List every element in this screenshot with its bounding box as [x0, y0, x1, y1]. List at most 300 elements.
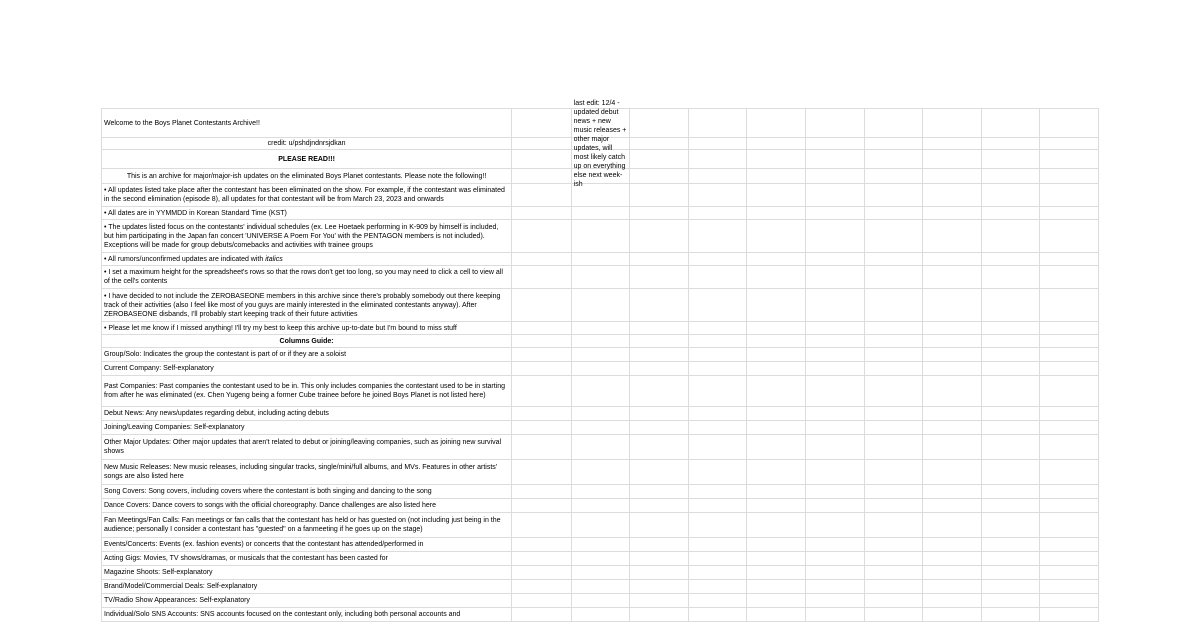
sheet-cell[interactable]	[571, 538, 630, 552]
sheet-cell[interactable]	[688, 266, 747, 289]
sheet-cell[interactable]	[512, 253, 572, 266]
sheet-cell[interactable]	[747, 138, 806, 150]
sheet-cell[interactable]	[512, 266, 572, 289]
sheet-cell[interactable]	[688, 594, 747, 608]
sheet-cell[interactable]	[981, 220, 1040, 253]
sheet-cell[interactable]	[1040, 335, 1099, 348]
sheet-cell[interactable]	[512, 207, 572, 220]
note-cell[interactable]: • I have decided to not include the ZEROBASEONE members in this archive since there's probably somebody out there keeping track of their activities (also I feel like most of you guys are mainly interested in the eliminated contestants anyway). After ZEROBASEONE disbands, I'll probably start keeping track of their future activities	[102, 289, 512, 322]
sheet-cell[interactable]	[805, 407, 864, 421]
sheet-cell[interactable]	[688, 335, 747, 348]
sheet-cell[interactable]	[747, 499, 806, 513]
sheet-cell[interactable]	[981, 538, 1040, 552]
sheet-cell[interactable]	[512, 513, 572, 538]
columns-guide-item[interactable]: Individual/Solo SNS Accounts: SNS accounts focused on the contestant only, including both personal accounts and	[102, 608, 512, 622]
sheet-cell[interactable]	[512, 538, 572, 552]
sheet-cell[interactable]	[688, 580, 747, 594]
sheet-cell[interactable]	[747, 552, 806, 566]
sheet-cell[interactable]	[923, 538, 982, 552]
note-cell[interactable]: • All dates are in YYMMDD in Korean Standard Time (KST)	[102, 207, 512, 220]
sheet-cell[interactable]	[630, 594, 689, 608]
sheet-cell[interactable]	[1040, 138, 1099, 150]
sheet-cell[interactable]	[630, 552, 689, 566]
sheet-cell[interactable]	[571, 335, 630, 348]
sheet-cell[interactable]	[981, 435, 1040, 460]
sheet-cell[interactable]	[923, 322, 982, 335]
sheet-cell[interactable]	[630, 150, 689, 169]
sheet-cell[interactable]	[805, 552, 864, 566]
sheet-cell[interactable]	[864, 348, 923, 362]
sheet-cell[interactable]	[923, 566, 982, 580]
sheet-cell[interactable]	[981, 594, 1040, 608]
please-read-heading[interactable]: PLEASE READ!!!	[102, 150, 512, 169]
sheet-cell[interactable]	[747, 362, 806, 376]
sheet-cell[interactable]	[864, 220, 923, 253]
sheet-cell[interactable]	[923, 407, 982, 421]
sheet-cell[interactable]	[630, 207, 689, 220]
sheet-cell[interactable]	[630, 348, 689, 362]
sheet-cell[interactable]	[981, 335, 1040, 348]
sheet-cell[interactable]	[923, 220, 982, 253]
sheet-cell[interactable]	[981, 376, 1040, 407]
sheet-cell[interactable]	[981, 253, 1040, 266]
sheet-cell[interactable]	[864, 109, 923, 138]
sheet-cell[interactable]	[571, 499, 630, 513]
sheet-cell[interactable]	[1040, 207, 1099, 220]
sheet-cell[interactable]	[630, 253, 689, 266]
sheet-cell[interactable]	[512, 552, 572, 566]
sheet-cell[interactable]	[923, 109, 982, 138]
sheet-cell[interactable]	[688, 322, 747, 335]
sheet-cell[interactable]	[981, 169, 1040, 184]
sheet-cell[interactable]	[864, 435, 923, 460]
sheet-cell[interactable]	[747, 513, 806, 538]
sheet-cell[interactable]	[864, 608, 923, 622]
sheet-cell[interactable]	[747, 566, 806, 580]
sheet-cell[interactable]	[630, 362, 689, 376]
columns-guide-item[interactable]: Past Companies: Past companies the contestant used to be in. This only includes companies the contestant used to be in starting from after he was eliminated (ex. Chen Yugeng being a former Cube trainee before he joined Boys Planet is not listed here)	[102, 376, 512, 407]
sheet-cell[interactable]	[512, 376, 572, 407]
sheet-cell[interactable]	[512, 348, 572, 362]
sheet-cell[interactable]	[864, 289, 923, 322]
sheet-cell[interactable]	[981, 207, 1040, 220]
columns-guide-item[interactable]: Group/Solo: Indicates the group the contestant is part of or if they are a soloist	[102, 348, 512, 362]
sheet-cell[interactable]	[805, 335, 864, 348]
last-edit-cell[interactable]	[571, 99, 630, 188]
sheet-cell[interactable]	[688, 376, 747, 407]
sheet-cell[interactable]	[688, 289, 747, 322]
note-cell[interactable]: • The updates listed focus on the contestants' individual schedules (ex. Lee Hoetaek performing in K-909 by himself is included, but him participating in the Japan fan concert 'UNIVERSE A Poem For You' with the PENTAGON members is not included). Exceptions will be made for group debuts/comebacks and activities with trainee groups	[102, 220, 512, 253]
sheet-cell[interactable]	[864, 485, 923, 499]
sheet-cell[interactable]	[630, 266, 689, 289]
sheet-cell[interactable]	[747, 435, 806, 460]
sheet-cell[interactable]	[747, 184, 806, 207]
sheet-cell[interactable]	[864, 594, 923, 608]
sheet-cell[interactable]	[747, 580, 806, 594]
sheet-cell[interactable]	[981, 499, 1040, 513]
intro-text[interactable]: This is an archive for major/major-ish updates on the eliminated Boys Planet contestants. Please note the following!!	[102, 169, 512, 184]
sheet-cell[interactable]	[1040, 362, 1099, 376]
sheet-cell[interactable]	[512, 289, 572, 322]
sheet-cell[interactable]	[805, 322, 864, 335]
sheet-cell[interactable]	[630, 566, 689, 580]
sheet-cell[interactable]	[923, 499, 982, 513]
sheet-cell[interactable]	[688, 207, 747, 220]
sheet-cell[interactable]	[630, 485, 689, 499]
sheet-cell[interactable]	[805, 608, 864, 622]
note-cell[interactable]	[102, 253, 512, 266]
sheet-cell[interactable]	[805, 289, 864, 322]
note-cell[interactable]: • I set a maximum height for the spreadsheet's rows so that the rows don't get too long, so you may need to click a cell to view all of the cell's contents	[102, 266, 512, 289]
columns-guide-item[interactable]: Brand/Model/Commercial Deals: Self-explanatory	[102, 580, 512, 594]
sheet-cell[interactable]	[1040, 435, 1099, 460]
sheet-cell[interactable]	[981, 513, 1040, 538]
sheet-cell[interactable]	[923, 150, 982, 169]
sheet-cell[interactable]	[571, 435, 630, 460]
sheet-cell[interactable]	[923, 594, 982, 608]
sheet-cell[interactable]	[571, 460, 630, 485]
sheet-cell[interactable]	[981, 348, 1040, 362]
sheet-cell[interactable]	[688, 460, 747, 485]
sheet-cell[interactable]	[688, 499, 747, 513]
sheet-cell[interactable]	[688, 435, 747, 460]
sheet-cell[interactable]	[688, 608, 747, 622]
sheet-cell[interactable]	[1040, 376, 1099, 407]
sheet-cell[interactable]	[688, 485, 747, 499]
sheet-cell[interactable]	[981, 362, 1040, 376]
sheet-cell[interactable]	[1040, 460, 1099, 485]
sheet-cell[interactable]	[688, 184, 747, 207]
sheet-cell[interactable]	[864, 322, 923, 335]
sheet-cell[interactable]	[747, 538, 806, 552]
sheet-cell[interactable]	[864, 207, 923, 220]
sheet-cell[interactable]	[1040, 608, 1099, 622]
sheet-cell[interactable]	[747, 322, 806, 335]
sheet-cell[interactable]	[805, 348, 864, 362]
sheet-cell[interactable]	[864, 253, 923, 266]
sheet-cell[interactable]	[981, 150, 1040, 169]
sheet-cell[interactable]	[512, 109, 572, 138]
sheet-cell[interactable]	[747, 348, 806, 362]
sheet-cell[interactable]	[981, 608, 1040, 622]
sheet-cell[interactable]	[747, 407, 806, 421]
sheet-cell[interactable]	[688, 150, 747, 169]
sheet-cell[interactable]	[923, 552, 982, 566]
sheet-cell[interactable]	[571, 513, 630, 538]
sheet-cell[interactable]	[864, 169, 923, 184]
sheet-cell[interactable]	[512, 407, 572, 421]
sheet-cell[interactable]	[1040, 485, 1099, 499]
sheet-cell[interactable]	[1040, 552, 1099, 566]
columns-guide-item[interactable]: Events/Concerts: Events (ex. fashion events) or concerts that the contestant has attended/performed in	[102, 538, 512, 552]
sheet-cell[interactable]	[630, 608, 689, 622]
sheet-cell[interactable]	[747, 608, 806, 622]
sheet-cell[interactable]	[1040, 594, 1099, 608]
sheet-cell[interactable]	[864, 538, 923, 552]
sheet-cell[interactable]	[805, 460, 864, 485]
columns-guide-item[interactable]: Fan Meetings/Fan Calls: Fan meetings or fan calls that the contestant has held or has guested on (not including just being in the audience; personally I consider a contestant has "guested" on a fanmeeting if he goes up on the stage)	[102, 513, 512, 538]
sheet-cell[interactable]	[923, 289, 982, 322]
sheet-cell[interactable]	[571, 266, 630, 289]
sheet-cell[interactable]	[512, 220, 572, 253]
sheet-cell[interactable]	[747, 109, 806, 138]
columns-guide-title[interactable]: Columns Guide:	[102, 335, 512, 348]
sheet-cell[interactable]	[864, 421, 923, 435]
columns-guide-item[interactable]: Acting Gigs: Movies, TV shows/dramas, or musicals that the contestant has been casted for	[102, 552, 512, 566]
sheet-cell[interactable]	[747, 485, 806, 499]
sheet-cell[interactable]	[571, 421, 630, 435]
sheet-cell[interactable]	[1040, 266, 1099, 289]
sheet-cell[interactable]	[688, 421, 747, 435]
sheet-cell[interactable]	[805, 513, 864, 538]
sheet-cell[interactable]	[805, 150, 864, 169]
sheet-cell[interactable]	[923, 362, 982, 376]
sheet-cell[interactable]	[923, 253, 982, 266]
sheet-cell[interactable]	[688, 513, 747, 538]
sheet-title[interactable]: Welcome to the Boys Planet Contestants Archive!!	[102, 109, 512, 138]
sheet-cell[interactable]	[630, 322, 689, 335]
sheet-cell[interactable]	[688, 109, 747, 138]
sheet-cell[interactable]	[981, 580, 1040, 594]
sheet-cell[interactable]	[923, 184, 982, 207]
sheet-cell[interactable]	[1040, 580, 1099, 594]
sheet-cell[interactable]	[571, 348, 630, 362]
sheet-cell[interactable]	[571, 376, 630, 407]
sheet-cell[interactable]	[630, 435, 689, 460]
sheet-cell[interactable]	[571, 580, 630, 594]
sheet-cell[interactable]	[512, 499, 572, 513]
sheet-cell[interactable]	[981, 407, 1040, 421]
sheet-cell[interactable]	[805, 538, 864, 552]
sheet-cell[interactable]	[1040, 322, 1099, 335]
sheet-cell[interactable]	[630, 138, 689, 150]
credit-cell[interactable]: credit: u/pshdjndnrsjdkan	[102, 138, 512, 150]
sheet-cell[interactable]	[923, 348, 982, 362]
sheet-cell[interactable]	[805, 421, 864, 435]
sheet-cell[interactable]	[630, 335, 689, 348]
sheet-cell[interactable]	[805, 485, 864, 499]
sheet-cell[interactable]	[864, 460, 923, 485]
sheet-cell[interactable]	[1040, 407, 1099, 421]
sheet-cell[interactable]	[864, 150, 923, 169]
sheet-cell[interactable]	[864, 407, 923, 421]
sheet-cell[interactable]	[805, 362, 864, 376]
sheet-cell[interactable]	[805, 109, 864, 138]
sheet-cell[interactable]	[1040, 184, 1099, 207]
sheet-cell[interactable]	[512, 335, 572, 348]
sheet-cell[interactable]	[864, 566, 923, 580]
sheet-cell[interactable]	[747, 289, 806, 322]
sheet-cell[interactable]	[630, 184, 689, 207]
sheet-cell[interactable]	[512, 580, 572, 594]
sheet-cell[interactable]	[805, 207, 864, 220]
note-cell[interactable]: • Please let me know if I missed anything! I'll try my best to keep this archive up-to-date but I'm bound to miss stuff	[102, 322, 512, 335]
sheet-cell[interactable]	[805, 435, 864, 460]
sheet-cell[interactable]	[864, 552, 923, 566]
sheet-cell[interactable]	[805, 220, 864, 253]
sheet-cell[interactable]	[688, 566, 747, 580]
columns-guide-item[interactable]: Debut News: Any news/updates regarding debut, including acting debuts	[102, 407, 512, 421]
columns-guide-item[interactable]: TV/Radio Show Appearances: Self-explanatory	[102, 594, 512, 608]
sheet-cell[interactable]	[1040, 348, 1099, 362]
sheet-cell[interactable]	[981, 289, 1040, 322]
sheet-cell[interactable]	[571, 594, 630, 608]
sheet-cell[interactable]	[864, 362, 923, 376]
sheet-cell[interactable]	[923, 580, 982, 594]
sheet-cell[interactable]	[630, 460, 689, 485]
sheet-cell[interactable]	[512, 150, 572, 169]
sheet-cell[interactable]	[630, 220, 689, 253]
sheet-cell[interactable]	[1040, 513, 1099, 538]
sheet-cell[interactable]	[923, 608, 982, 622]
sheet-cell[interactable]	[571, 207, 630, 220]
sheet-cell[interactable]	[688, 169, 747, 184]
sheet-cell[interactable]	[747, 594, 806, 608]
sheet-cell[interactable]	[805, 499, 864, 513]
sheet-cell[interactable]	[1040, 253, 1099, 266]
sheet-cell[interactable]	[571, 608, 630, 622]
sheet-cell[interactable]	[512, 485, 572, 499]
sheet-cell[interactable]	[981, 421, 1040, 435]
columns-guide-item[interactable]: Dance Covers: Dance covers to songs with the official choreography. Dance challenges are also listed here	[102, 499, 512, 513]
sheet-cell[interactable]	[512, 421, 572, 435]
sheet-cell[interactable]	[1040, 538, 1099, 552]
sheet-cell[interactable]	[512, 322, 572, 335]
sheet-cell[interactable]	[805, 580, 864, 594]
sheet-cell[interactable]	[805, 169, 864, 184]
sheet-cell[interactable]	[688, 538, 747, 552]
sheet-cell[interactable]	[571, 566, 630, 580]
sheet-cell[interactable]	[747, 253, 806, 266]
sheet-cell[interactable]	[747, 169, 806, 184]
columns-guide-item[interactable]: Joining/Leaving Companies: Self-explanatory	[102, 421, 512, 435]
sheet-cell[interactable]	[805, 376, 864, 407]
sheet-cell[interactable]	[630, 376, 689, 407]
sheet-cell[interactable]	[747, 376, 806, 407]
sheet-cell[interactable]	[512, 184, 572, 207]
sheet-cell[interactable]	[864, 138, 923, 150]
sheet-cell[interactable]	[512, 435, 572, 460]
sheet-cell[interactable]	[923, 513, 982, 538]
sheet-cell[interactable]	[805, 594, 864, 608]
sheet-cell[interactable]	[1040, 109, 1099, 138]
sheet-cell[interactable]	[688, 220, 747, 253]
sheet-cell[interactable]	[630, 421, 689, 435]
sheet-cell[interactable]	[923, 335, 982, 348]
sheet-cell[interactable]	[805, 138, 864, 150]
sheet-cell[interactable]	[864, 376, 923, 407]
sheet-cell[interactable]	[630, 538, 689, 552]
sheet-cell[interactable]	[864, 184, 923, 207]
sheet-cell[interactable]	[630, 580, 689, 594]
sheet-cell[interactable]	[981, 184, 1040, 207]
columns-guide-item[interactable]: New Music Releases: New music releases, including singular tracks, single/mini/full albums, and MVs. Features in other artists' songs are also listed here	[102, 460, 512, 485]
sheet-cell[interactable]	[981, 552, 1040, 566]
sheet-cell[interactable]	[923, 485, 982, 499]
sheet-cell[interactable]	[630, 169, 689, 184]
sheet-cell[interactable]	[512, 169, 572, 184]
sheet-cell[interactable]	[747, 460, 806, 485]
sheet-cell[interactable]	[864, 499, 923, 513]
sheet-cell[interactable]	[630, 513, 689, 538]
sheet-cell[interactable]	[981, 485, 1040, 499]
sheet-cell[interactable]	[864, 266, 923, 289]
sheet-cell[interactable]	[571, 362, 630, 376]
sheet-cell[interactable]	[512, 608, 572, 622]
columns-guide-item[interactable]: Current Company: Self-explanatory	[102, 362, 512, 376]
sheet-cell[interactable]	[981, 266, 1040, 289]
sheet-cell[interactable]	[1040, 499, 1099, 513]
sheet-cell[interactable]	[630, 109, 689, 138]
sheet-cell[interactable]	[923, 138, 982, 150]
sheet-cell[interactable]	[805, 266, 864, 289]
sheet-cell[interactable]	[981, 322, 1040, 335]
sheet-cell[interactable]	[571, 322, 630, 335]
sheet-cell[interactable]	[747, 421, 806, 435]
sheet-cell[interactable]	[512, 594, 572, 608]
note-cell[interactable]: • All updates listed take place after the contestant has been eliminated on the show. For example, if the contestant was eliminated in the second elimination (episode 8), all updates for that contestant will be from March 23, 2023 and onwards	[102, 184, 512, 207]
sheet-cell[interactable]	[981, 138, 1040, 150]
sheet-cell[interactable]	[747, 266, 806, 289]
sheet-cell[interactable]	[512, 138, 572, 150]
sheet-cell[interactable]	[688, 253, 747, 266]
sheet-cell[interactable]	[571, 552, 630, 566]
sheet-cell[interactable]	[1040, 421, 1099, 435]
sheet-cell[interactable]	[1040, 566, 1099, 580]
sheet-cell[interactable]	[923, 169, 982, 184]
sheet-cell[interactable]	[747, 207, 806, 220]
sheet-cell[interactable]	[571, 407, 630, 421]
columns-guide-item[interactable]: Magazine Shoots: Self-explanatory	[102, 566, 512, 580]
sheet-cell[interactable]	[923, 207, 982, 220]
sheet-cell[interactable]	[688, 552, 747, 566]
sheet-cell[interactable]	[512, 362, 572, 376]
sheet-cell[interactable]	[571, 485, 630, 499]
columns-guide-item[interactable]: Other Major Updates: Other major updates that aren't related to debut or joining/leaving companies, such as joining new survival shows	[102, 435, 512, 460]
sheet-cell[interactable]	[1040, 289, 1099, 322]
sheet-cell[interactable]	[688, 348, 747, 362]
sheet-cell[interactable]	[571, 253, 630, 266]
sheet-cell[interactable]	[805, 184, 864, 207]
sheet-cell[interactable]	[688, 407, 747, 421]
sheet-cell[interactable]	[747, 150, 806, 169]
sheet-cell[interactable]	[923, 376, 982, 407]
sheet-cell[interactable]	[923, 460, 982, 485]
sheet-cell[interactable]	[1040, 220, 1099, 253]
sheet-cell[interactable]	[805, 253, 864, 266]
sheet-cell[interactable]	[747, 220, 806, 253]
sheet-cell[interactable]	[805, 566, 864, 580]
sheet-cell[interactable]	[864, 513, 923, 538]
sheet-cell[interactable]	[1040, 150, 1099, 169]
sheet-cell[interactable]	[923, 266, 982, 289]
sheet-cell[interactable]	[981, 109, 1040, 138]
sheet-cell[interactable]	[630, 499, 689, 513]
sheet-cell[interactable]	[747, 335, 806, 348]
sheet-cell[interactable]	[630, 289, 689, 322]
sheet-cell[interactable]	[571, 289, 630, 322]
sheet-cell[interactable]	[981, 566, 1040, 580]
sheet-cell[interactable]	[571, 220, 630, 253]
sheet-cell[interactable]	[923, 435, 982, 460]
sheet-cell[interactable]	[512, 566, 572, 580]
sheet-cell[interactable]	[630, 407, 689, 421]
columns-guide-item[interactable]: Song Covers: Song covers, including covers where the contestant is both singing and dancing to the song	[102, 485, 512, 499]
sheet-cell[interactable]	[981, 460, 1040, 485]
sheet-cell[interactable]	[864, 580, 923, 594]
sheet-cell[interactable]	[923, 421, 982, 435]
sheet-cell[interactable]	[864, 335, 923, 348]
